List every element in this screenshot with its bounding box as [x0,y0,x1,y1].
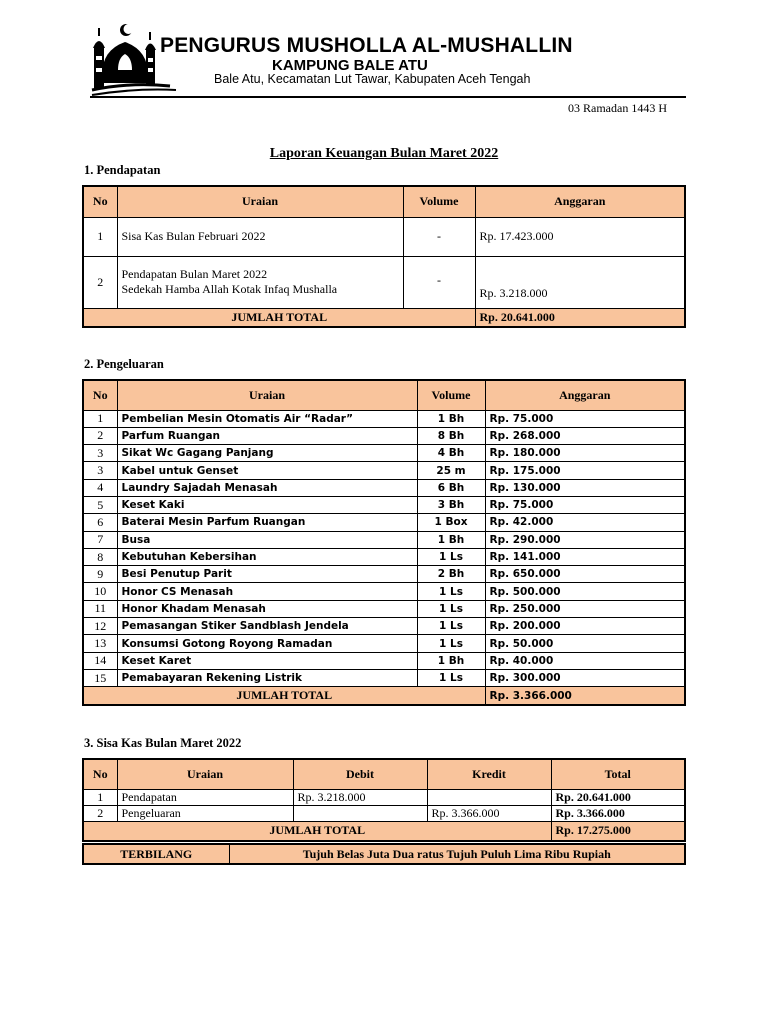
total-label: JUMLAH TOTAL [83,821,551,841]
col-total: Total [551,759,685,789]
row-volume: 1 Ls [417,635,485,652]
row-volume: 3 Bh [417,496,485,513]
row-volume: 4 Bh [417,445,485,462]
col-anggaran: Anggaran [475,186,685,217]
row-no: 3 [83,445,117,462]
row-volume: 1 Ls [417,600,485,617]
table-row [83,805,685,821]
row-volume: 1 Bh [417,410,485,427]
row-no: 2 [83,256,117,308]
total-label: JUMLAH TOTAL [83,308,475,327]
row-no: 5 [83,496,117,513]
row-uraian: Laundry Sajadah Menasah [117,479,417,496]
table-row [83,548,685,565]
row-uraian: Keset Kaki [117,496,417,513]
row-volume: 1 Ls [417,583,485,600]
row-volume: 1 Bh [417,531,485,548]
total-value: Rp. 3.366.000 [485,687,685,705]
row-anggaran: Rp. 50.000 [485,635,685,652]
row-no: 7 [83,531,117,548]
total-label: JUMLAH TOTAL [83,687,485,705]
row-volume: 1 Ls [417,669,485,686]
row-volume: 1 Bh [417,652,485,669]
row-uraian: Pemasangan Stiker Sandblash Jendela [117,618,417,635]
org-subtitle: KAMPUNG BALE ATU [272,57,428,74]
col-kredit: Kredit [427,759,551,789]
row-kredit [427,789,551,805]
terbilang-table [82,843,686,865]
table-row [83,583,685,600]
row-volume: 1 Ls [417,618,485,635]
table-row [83,600,685,617]
table-row [83,256,685,308]
total-value: Rp. 20.641.000 [475,308,685,327]
row-uraian-line1: Pendapatan Bulan Maret 2022 [121,267,268,281]
sisa-kas-table [82,758,686,842]
row-anggaran: Rp. 650.000 [485,566,685,583]
row-anggaran: Rp. 180.000 [485,445,685,462]
row-anggaran: Rp. 130.000 [485,479,685,496]
row-anggaran: Rp. 250.000 [485,600,685,617]
row-uraian: Parfum Ruangan [117,427,417,444]
report-title: Laporan Keuangan Bulan Maret 2022 [269,146,499,161]
row-no: 1 [83,410,117,427]
row-uraian: Konsumsi Gotong Royong Ramadan [117,635,417,652]
table-row [83,531,685,548]
org-address: Bale Atu, Kecamatan Lut Tawar, Kabupaten Aceh Tengah [214,72,531,86]
col-no: No [83,186,117,217]
row-total: Rp. 3.366.000 [551,805,685,821]
row-no: 1 [83,789,117,805]
col-uraian: Uraian [117,186,403,217]
row-no: 10 [83,583,117,600]
row-uraian: Besi Penutup Parit [117,566,417,583]
terbilang-label: TERBILANG [83,844,229,864]
row-no: 11 [83,600,117,617]
col-no: No [83,380,117,410]
row-uraian [117,256,403,308]
row-anggaran: Rp. 3.218.000 [475,256,685,308]
row-uraian: Pembelian Mesin Otomatis Air “Radar” [117,410,417,427]
table-row [83,479,685,496]
row-no: 12 [83,618,117,635]
row-anggaran: Rp. 175.000 [485,462,685,479]
row-volume: 1 Box [417,514,485,531]
terbilang-value: Tujuh Belas Juta Dua ratus Tujuh Puluh Lima Ribu Rupiah [229,844,685,864]
table-row [83,427,685,444]
total-value: Rp. 17.275.000 [551,821,685,841]
row-uraian: Busa [117,531,417,548]
col-anggaran: Anggaran [485,380,685,410]
row-volume: 2 Bh [417,566,485,583]
row-uraian: Kebutuhan Kebersihan [117,548,417,565]
row-uraian: Pendapatan [117,789,293,805]
report-date: 03 Ramadan 1443 H [568,101,667,115]
row-uraian: Pengeluaran [117,805,293,821]
row-anggaran: Rp. 75.000 [485,496,685,513]
table-row [83,566,685,583]
row-uraian-line2: Sedekah Hamba Allah Kotak Infaq Mushalla [121,282,338,296]
table-row [83,669,685,686]
row-no: 13 [83,635,117,652]
row-debit [293,805,427,821]
row-no: 14 [83,652,117,669]
row-uraian: Pemabayaran Rekening Listrik [117,669,417,686]
row-anggaran: Rp. 75.000 [485,410,685,427]
row-uraian: Honor CS Menasah [117,583,417,600]
row-anggaran: Rp. 42.000 [485,514,685,531]
row-no: 2 [83,805,117,821]
col-volume: Volume [417,380,485,410]
row-volume: 25 m [417,462,485,479]
row-no: 8 [83,548,117,565]
row-uraian: Sisa Kas Bulan Februari 2022 [117,217,403,256]
table-row [83,618,685,635]
row-volume: 8 Bh [417,427,485,444]
table-row [83,462,685,479]
row-no: 4 [83,479,117,496]
mosque-logo-icon [90,20,180,98]
col-debit: Debit [293,759,427,789]
row-volume: - [403,256,475,308]
table-row [83,652,685,669]
table-row [83,514,685,531]
col-no: No [83,759,117,789]
table-row [83,217,685,256]
section-pendapatan-heading: 1. Pendapatan [84,163,161,177]
row-uraian: Sikat Wc Gagang Panjang [117,445,417,462]
col-uraian: Uraian [117,380,417,410]
col-uraian: Uraian [117,759,293,789]
section-pengeluaran-heading: 2. Pengeluaran [84,357,164,371]
row-no: 1 [83,217,117,256]
row-total: Rp. 20.641.000 [551,789,685,805]
table-row [83,496,685,513]
table-row [83,789,685,805]
section-sisa-kas-heading: 3. Sisa Kas Bulan Maret 2022 [84,736,242,750]
header-divider [90,96,686,98]
row-anggaran: Rp. 200.000 [485,618,685,635]
row-kredit: Rp. 3.366.000 [427,805,551,821]
row-no: 3 [83,462,117,479]
row-uraian: Kabel untuk Genset [117,462,417,479]
row-anggaran: Rp. 40.000 [485,652,685,669]
row-uraian: Honor Khadam Menasah [117,600,417,617]
row-volume: 6 Bh [417,479,485,496]
row-anggaran: Rp. 300.000 [485,669,685,686]
row-anggaran: Rp. 500.000 [485,583,685,600]
pengeluaran-table [82,379,686,706]
org-title: PENGURUS MUSHOLLA AL-MUSHALLIN [160,34,573,57]
pendapatan-table [82,185,686,328]
row-uraian: Baterai Mesin Parfum Ruangan [117,514,417,531]
row-no: 9 [83,566,117,583]
col-volume: Volume [403,186,475,217]
row-no: 15 [83,669,117,686]
row-volume: 1 Ls [417,548,485,565]
row-no: 2 [83,427,117,444]
table-row [83,445,685,462]
row-volume: - [403,217,475,256]
row-anggaran: Rp. 268.000 [485,427,685,444]
row-anggaran: Rp. 141.000 [485,548,685,565]
table-row [83,410,685,427]
table-row [83,635,685,652]
row-no: 6 [83,514,117,531]
row-anggaran: Rp. 290.000 [485,531,685,548]
row-uraian: Keset Karet [117,652,417,669]
row-debit: Rp. 3.218.000 [293,789,427,805]
row-anggaran: Rp. 17.423.000 [475,217,685,256]
